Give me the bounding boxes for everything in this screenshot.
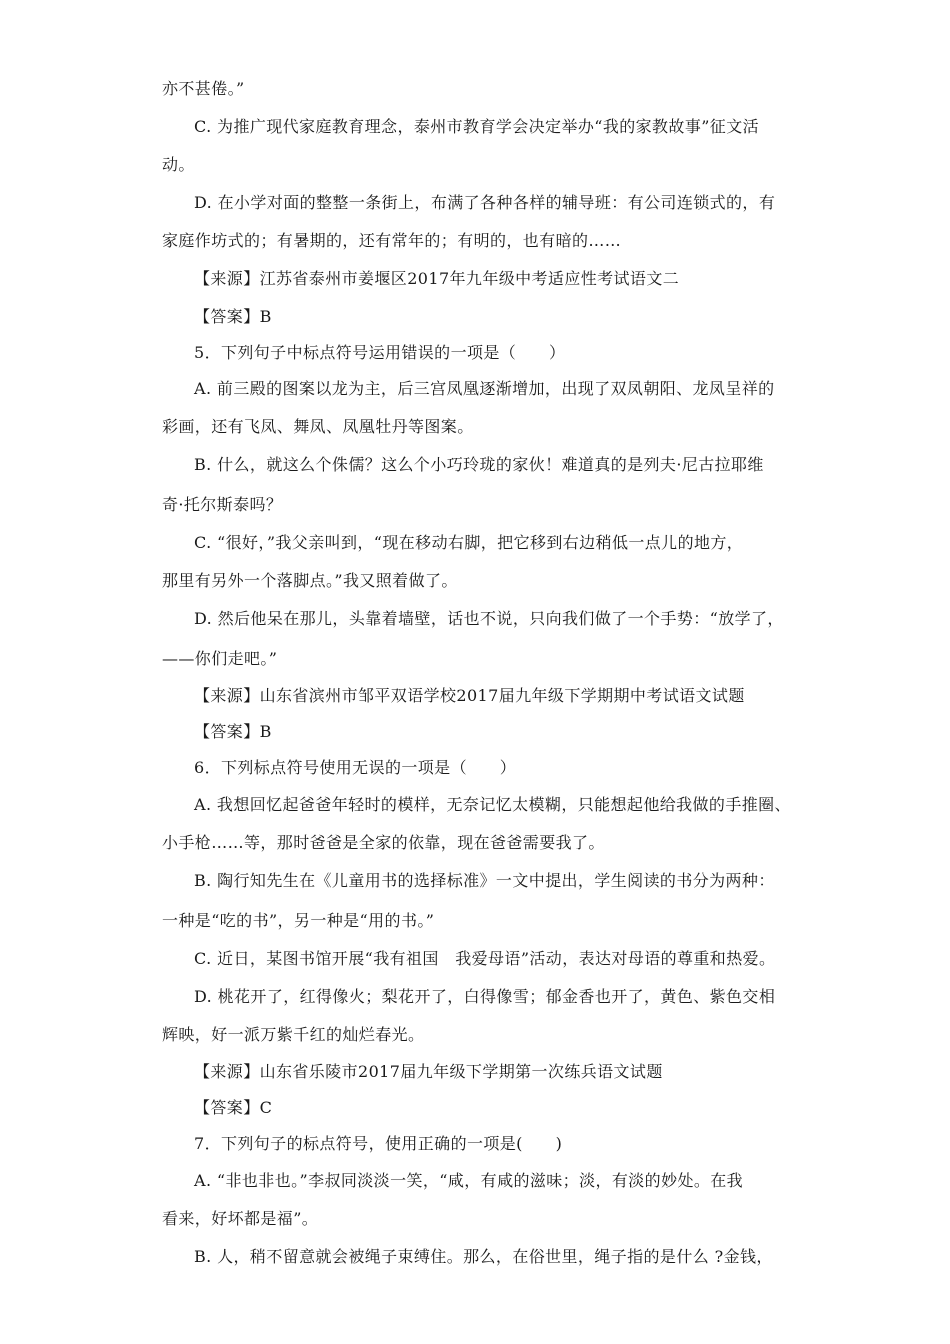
text-line: 一种是“吃的书”，另一种是“用的书。” <box>162 911 435 930</box>
option-b-line: B. 人，稍不留意就会被绳子束缚住。那么，在俗世里，绳子指的是什么 ?金钱， <box>194 1247 773 1266</box>
option-c-line: C. 近日，某图书馆开展“我有祖国 我爱母语”活动，表达对母语的尊重和热爱。 <box>194 949 776 968</box>
text-line: 小手枪……等，那时爸爸是全家的依靠，现在爸爸需要我了。 <box>162 833 605 852</box>
text-line: 家庭作坊式的；有暑期的，还有常年的；有明的，也有暗的…… <box>162 231 622 250</box>
answer-line: 【答案】B <box>194 722 272 741</box>
text-line: 奇·托尔斯泰吗？ <box>162 495 283 514</box>
text-line: 看来，好坏都是福”。 <box>162 1209 319 1228</box>
option-b-line: B. 陶行知先生在《儿童用书的选择标准》一文中提出，学生阅读的书分为两种： <box>194 871 775 890</box>
option-c-line: C. “很好，”我父亲叫到，“现在移动右脚，把它移到右边稍低一点儿的地方， <box>194 533 744 552</box>
answer-line: 【答案】B <box>194 307 272 326</box>
text-line: 辉映，好一派万紫千红的灿烂春光。 <box>162 1025 425 1044</box>
option-c-line: C. 为推广现代家庭教育理念，泰州市教育学会决定举办“我的家教故事”征文活 <box>194 117 760 136</box>
option-d-line: D. 桃花开了，红得像火；梨花开了，白得像雪；郁金香也开了，黄色、紫色交相 <box>194 987 776 1006</box>
question-7-title: 7．下列句子的标点符号，使用正确的一项是( ) <box>194 1134 563 1153</box>
question-6-title: 6．下列标点符号使用无误的一项是（ ） <box>194 758 517 777</box>
option-a-line: A. 前三殿的图案以龙为主，后三宫凤凰逐渐增加，出现了双凤朝阳、龙凤呈祥的 <box>194 379 775 398</box>
source-line: 【来源】山东省滨州市邹平双语学校2017届九年级下学期期中考试语文试题 <box>194 686 745 705</box>
text-line: ——你们走吧。” <box>162 649 278 668</box>
option-d-line: D. 在小学对面的整整一条街上，布满了各种各样的辅导班：有公司连锁式的，有 <box>194 193 776 212</box>
option-d-line: D. 然后他呆在那儿，头靠着墙壁，话也不说，只向我们做了一个手势：“放学了， <box>194 609 784 628</box>
option-a-line: A. “非也非也。”李叔同淡淡一笑，“咸，有咸的滋味；淡，有淡的妙处。在我 <box>194 1171 744 1190</box>
source-line: 【来源】山东省乐陵市2017届九年级下学期第一次练兵语文试题 <box>194 1062 663 1081</box>
option-a-line: A. 我想回忆起爸爸年轻时的模样，无奈记忆太模糊，只能想起他给我做的手推圈、 <box>194 795 791 814</box>
text-line: 亦不甚倦。” <box>162 79 245 98</box>
question-5-title: 5．下列句子中标点符号运用错误的一项是（ ） <box>194 343 566 362</box>
source-line: 【来源】江苏省泰州市姜堰区2017年九年级中考适应性考试语文二 <box>194 269 680 288</box>
text-line: 动。 <box>162 155 195 174</box>
text-line: 彩画，还有飞凤、舞凤、凤凰牡丹等图案。 <box>162 417 474 436</box>
option-b-line: B. 什么，就这么个侏儒？这么个小巧玲珑的家伙！难道真的是列夫·尼古拉耶维 <box>194 455 764 474</box>
text-line: 那里有另外一个落脚点。”我又照着做了。 <box>162 571 458 590</box>
answer-line: 【答案】C <box>194 1098 273 1117</box>
